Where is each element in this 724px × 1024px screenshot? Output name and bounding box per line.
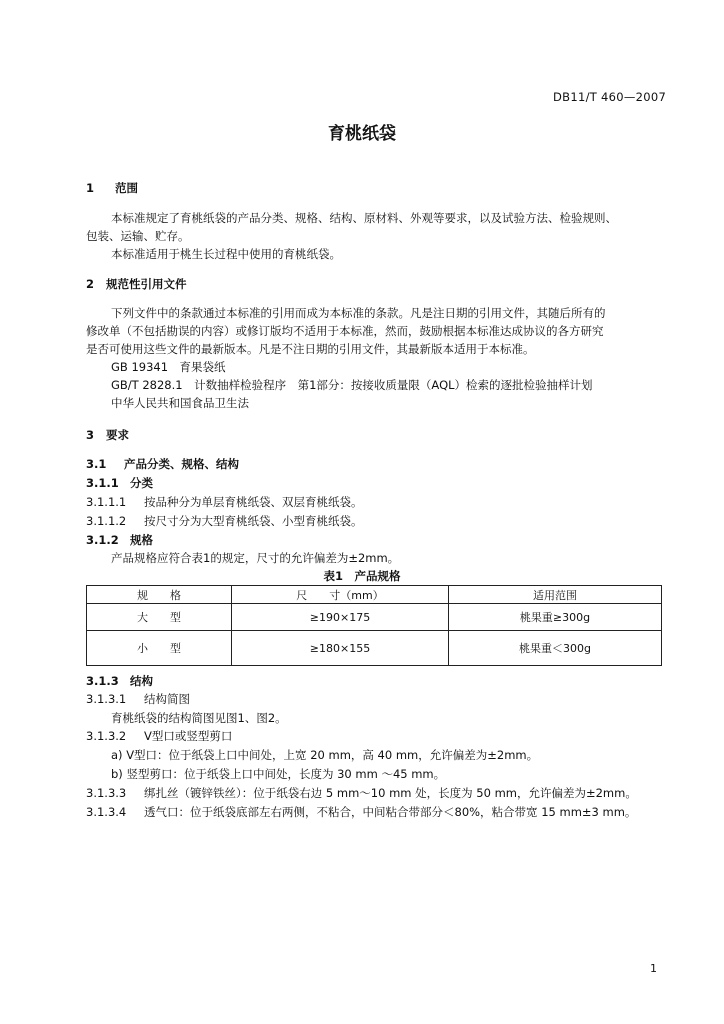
clause-text: 按品种分为单层育桃纸袋、双层育桃纸袋。	[144, 495, 363, 509]
section-number: 3.1	[86, 457, 107, 471]
clause-number: 3.1.3.3	[86, 786, 127, 800]
reference-item: GB 19341 育果袋纸	[111, 360, 226, 374]
table-cell: 小 型	[87, 631, 232, 666]
table-cell: 桃果重＜300g	[449, 631, 662, 666]
subsection-heading	[86, 532, 153, 548]
paragraph-line: 下列文件中的条款通过本标准的引用而成为本标准的条款。凡是注日期的引用文件，其随后所有的	[111, 306, 606, 320]
section-number: 3.1.1	[86, 476, 119, 490]
section-title: 范围	[115, 181, 138, 195]
list-item: a) V型口：位于纸袋上口中间处，上宽 20 mm，高 40 mm，允许偏差为±2mm。	[111, 748, 539, 762]
clause-item	[86, 804, 636, 820]
list-item: b) 竖型剪口：位于纸袋上口中间处，长度为 30 mm ～45 mm。	[111, 767, 446, 781]
section-1-heading	[86, 180, 138, 196]
section-title: 结构	[130, 674, 153, 688]
table-cell: 大 型	[87, 604, 232, 631]
clause-item	[86, 728, 232, 744]
paragraph-line: 本标准规定了育桃纸袋的产品分类、规格、结构、原材料、外观等要求，以及试验方法、检验规则、	[111, 211, 617, 225]
clause-number: 3.1.3.4	[86, 805, 127, 819]
table-caption: 表1 产品规格	[323, 569, 401, 583]
paragraph-line: 是否可使用这些文件的最新版本。凡是不注日期的引用文件，其最新版本适用于本标准。	[86, 342, 535, 356]
spec-table	[86, 585, 662, 666]
page-number: 1	[650, 962, 657, 975]
subsection-heading	[86, 475, 153, 491]
paragraph-line: 修改单（不包括勘误的内容）或修订版均不适用于本标准，然而，鼓励根据本标准达成协议的各方研究	[86, 324, 604, 338]
clause-text: 按尺寸分为大型育桃纸袋、小型育桃纸袋。	[144, 514, 363, 528]
standard-code: DB11/T 460—2007	[553, 90, 667, 104]
clause-number: 3.1.1.2	[86, 514, 127, 528]
section-title: 产品分类、规格、结构	[124, 457, 239, 471]
section-number: 3.1.3	[86, 674, 119, 688]
subsection-heading	[86, 456, 239, 472]
clause-item	[86, 785, 637, 801]
clause-item	[86, 494, 363, 510]
clause-text: 透气口：位于纸袋底部左右两侧，不粘合，中间粘合带部分＜80%，粘合带宽 15 mm±3 mm。	[144, 805, 637, 819]
table-cell: 桃果重≥300g	[449, 604, 662, 631]
subsection-heading	[86, 673, 153, 689]
column-header: 适用范围	[449, 586, 662, 604]
paragraph-line: 产品规格应符合表1的规定，尺寸的允许偏差为±2mm。	[111, 551, 400, 565]
clause-text: 绑扎丝（镀锌铁丝）：位于纸袋右边 5 mm～10 mm 处，长度为 50 mm，允许偏差为±2mm。	[144, 786, 637, 800]
table-header-row	[87, 586, 662, 604]
table-row	[87, 631, 662, 666]
section-number: 1	[86, 181, 95, 195]
table-cell: ≥190×175	[232, 604, 449, 631]
clause-item	[86, 513, 363, 529]
reference-item: GB/T 2828.1 计数抽样检验程序 第1部分：按接收质量限（AQL）检索的逐批检验抽样计划	[111, 378, 593, 392]
section-title: 分类	[130, 476, 153, 490]
paragraph-line: 育桃纸袋的结构简图见图1、图2。	[111, 711, 287, 725]
clause-number: 3.1.1.1	[86, 495, 127, 509]
section-3-heading	[86, 427, 129, 443]
paragraph-line: 本标准适用于桃生长过程中使用的育桃纸袋。	[111, 247, 341, 261]
table-row	[87, 604, 662, 631]
clause-text: 结构简图	[144, 692, 190, 706]
clause-item	[86, 691, 190, 707]
paragraph-line: 包装、运输、贮存。	[86, 229, 190, 243]
section-number: 3	[86, 428, 95, 442]
column-header: 规 格	[87, 586, 232, 604]
section-title: 规格	[130, 533, 153, 547]
reference-item: 中华人民共和国食品卫生法	[111, 396, 249, 410]
clause-text: V型口或竖型剪口	[144, 729, 233, 743]
section-2-heading	[86, 276, 187, 292]
section-title: 要求	[106, 428, 129, 442]
clause-number: 3.1.3.2	[86, 729, 127, 743]
section-title: 规范性引用文件	[106, 277, 187, 291]
clause-number: 3.1.3.1	[86, 692, 127, 706]
section-number: 2	[86, 277, 95, 291]
table-cell: ≥180×155	[232, 631, 449, 666]
column-header: 尺 寸（mm）	[232, 586, 449, 604]
document-title: 育桃纸袋	[328, 124, 396, 144]
section-number: 3.1.2	[86, 533, 119, 547]
